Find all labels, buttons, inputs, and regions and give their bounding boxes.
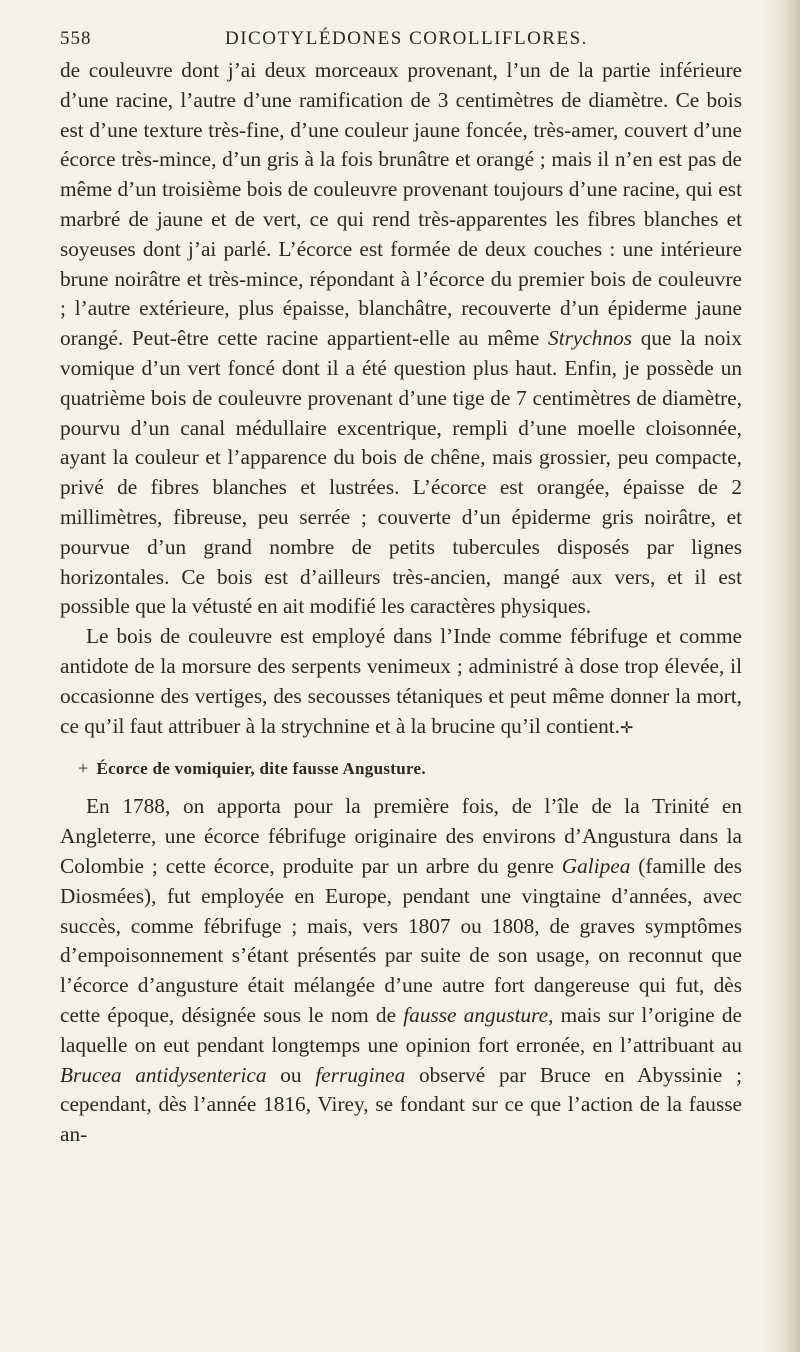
- body-text: [60, 56, 742, 1150]
- page-header: [60, 28, 750, 58]
- cross-mark-icon: ✛: [620, 719, 634, 737]
- section-heading: [60, 757, 742, 780]
- paragraph-1: de couleuvre dont j’ai deux morceaux provenant, l’un de la partie inférieure d’une racine, l’autre d’une ramification de 3 centimètres de diamètre. Ce bois est d’une texture très-fine, d’une couleur jaune foncée, très-amer, couvert d’une écorce très-mince, d’un gris à la fois brunâtre et orangé ; mais il n’en est pas de même d’un troisième bois de couleuvre provenant toujours d’une racine, qui est marbré de jaune et de vert, ce qui rend très-apparentes les fibres blanches et soyeuses dont j’ai parlé. L’écorce est formée de deux couches : une intérieure brune noirâtre et très-mince, répondant à l’écorce du premier bois de couleuvre ; l’autre extérieure, plus épaisse, blanchâtre, recouverte d’un épiderme jaune orangé. Peut-être cette racine appartient-elle au même Strychnos que la noix vomique d’un vert foncé dont il a été question plus haut. Enfin, je possède un quatrième bois de couleuvre provenant d’une tige de 7 centimètres de diamètre, pourvu d’un canal médullaire excentrique, rempli d’une moelle cloisonnée, ayant la couleur et l’apparence du bois de chêne, mais grossier, peu compacte, privé de fibres blanches et lustrées. L’écorce est orangée, épaisse de 2 millimètres, fibreuse, peu serrée ; couverte d’un épiderme gris noirâtre, et pourvue d’un grand nombre de petits tubercules disposés par lignes horizontales. Ce bois est d’ailleurs très-ancien, mangé aux vers, et il est possible que la vétusté en ait modifié les caractères physiques.: [60, 58, 742, 619]
- page-edge-shadow: [764, 0, 800, 1352]
- page-number: 558: [60, 28, 92, 49]
- paragraph-2: Le bois de couleuvre est employé dans l’Inde comme fébrifuge et comme antidote de la morsure des serpents venimeux ; administré à dose trop élevée, il occasionne des vertiges, des secousses tétaniques et peut même donner la mort, ce qu’il faut attribuer à la strychnine et à la brucine qu’il contient.✛: [60, 624, 742, 738]
- running-title: DICOTYLÉDONES COROLLIFLORES.: [225, 28, 588, 49]
- paragraph-3: En 1788, on apporta pour la première fois, de l’île de la Trinité en Angleterre, une écorce fébrifuge originaire des environs d’Angustura dans la Colombie ; cette écorce, produite par un arbre du genre Galipea (famille des Diosmées), fut employée en Europe, pendant une vingtaine d’années, avec succès, comme fébrifuge ; mais, vers 1807 ou 1808, de graves symptômes d’empoisonnement s’étant présentés par suite de son usage, on reconnut que l’écorce d’angusture était mélangée d’une autre fort dangereuse qui fut, dès cette époque, désignée sous le nom de fausse angusture, mais sur l’origine de laquelle on eut pendant longtemps une opinion fort erronée, en l’attribuant au Brucea antidysenterica ou ferruginea observé par Bruce en Abyssinie ; cependant, dès l’année 1816, Virey, se fondant sur ce que l’action de la fausse an-: [60, 794, 743, 1147]
- section-heading-text: Écorce de vomiquier, dite fausse Angusture.: [96, 759, 426, 779]
- cross-mark-icon: +: [78, 758, 89, 779]
